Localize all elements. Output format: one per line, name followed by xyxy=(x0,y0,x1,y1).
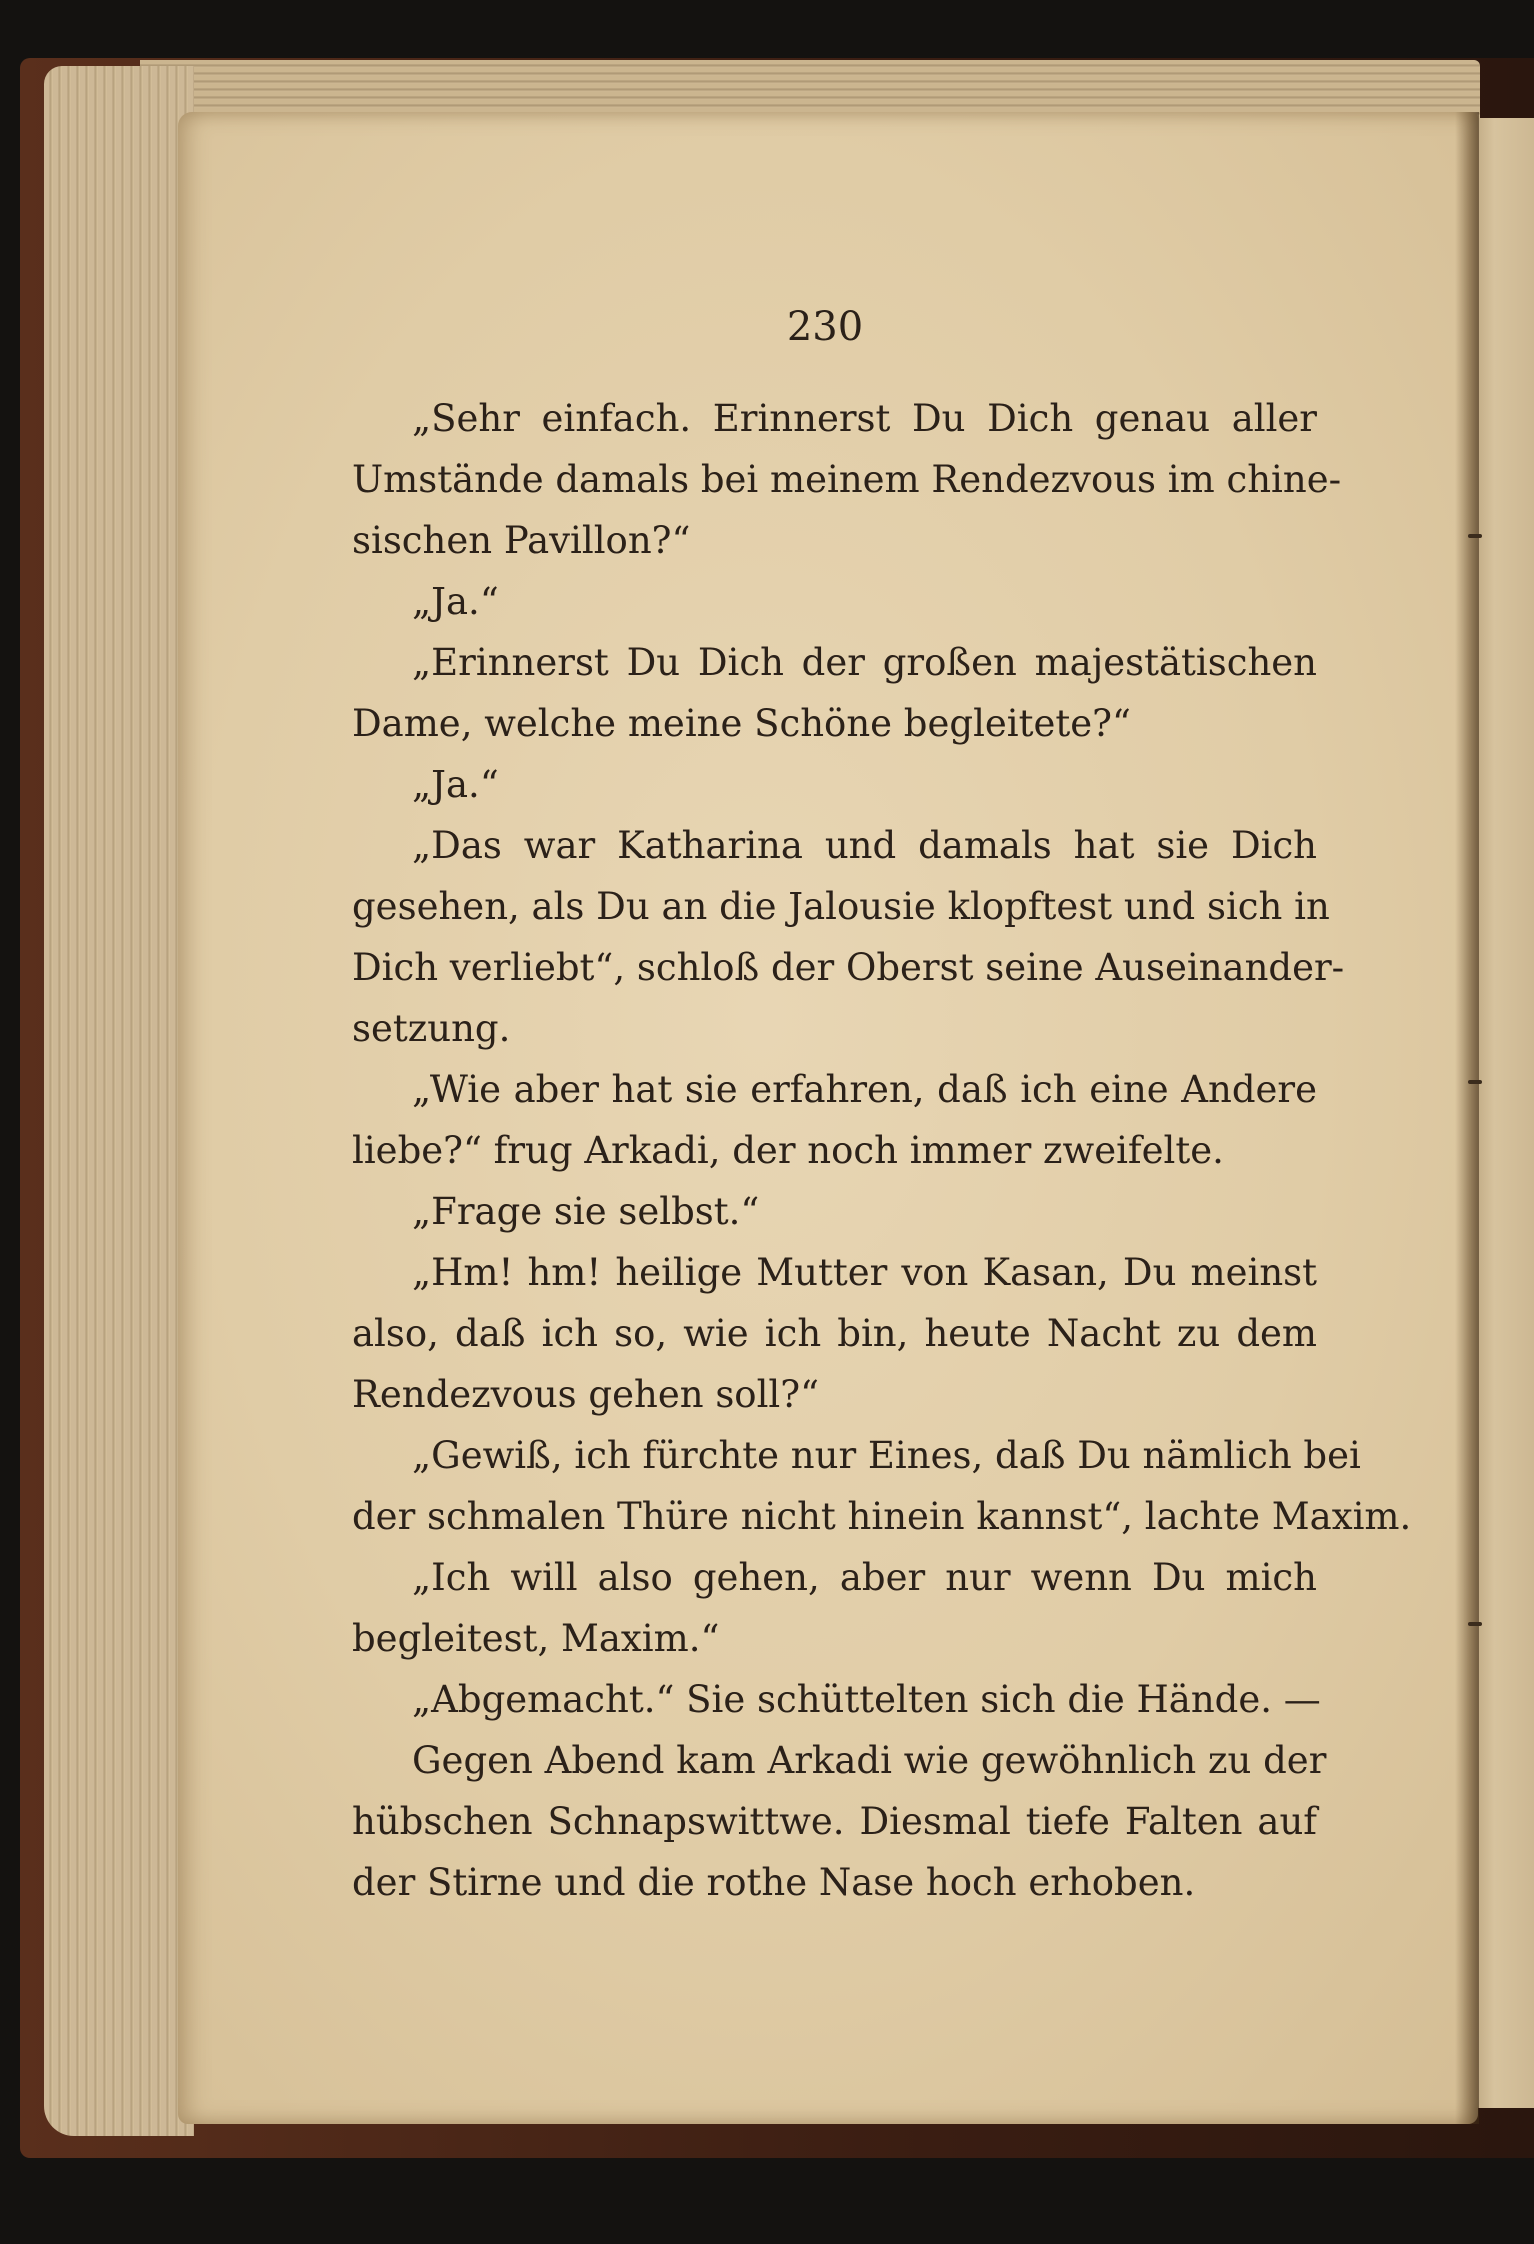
text-line: gesehen, als Du an die Jalousie klopftest und sich in xyxy=(352,885,1330,928)
text-line: „Ja.“ xyxy=(412,763,499,806)
text-line: „Wie aber hat sie erfahren, daß ich eine Andere xyxy=(412,1068,1317,1111)
text-line: sischen Pavillon?“ xyxy=(352,519,691,562)
text-line: „Gewiß, ich fürchte nur Eines, daß Du nämlich bei xyxy=(412,1434,1361,1477)
text-line: Gegen Abend kam Arkadi wie gewöhnlich zu der xyxy=(412,1739,1327,1782)
margin-mark xyxy=(1468,1622,1482,1626)
text-line: „Ja.“ xyxy=(412,580,499,623)
page-number: 230 xyxy=(786,304,864,350)
text-line: Dich verliebt“, schloß der Oberst seine Auseinander- xyxy=(352,946,1345,989)
text-line: „Ich will also gehen, aber nur wenn Du mich xyxy=(412,1556,1317,1599)
text-line: setzung. xyxy=(352,1007,511,1050)
text-line: Umstände damals bei meinem Rendezvous im chine- xyxy=(352,458,1342,501)
text-line: „Das war Katharina und damals hat sie Dich xyxy=(412,824,1317,867)
text-line: begleitest, Maxim.“ xyxy=(352,1617,720,1660)
text-line: also, daß ich so, wie ich bin, heute Nacht zu dem xyxy=(352,1312,1317,1355)
text-line: „Hm! hm! heilige Mutter von Kasan, Du meinst xyxy=(412,1251,1317,1294)
text-line: „Erinnerst Du Dich der großen majestätischen xyxy=(412,641,1317,684)
text-line: liebe?“ frug Arkadi, der noch immer zweifelte. xyxy=(352,1129,1224,1172)
body-text xyxy=(352,388,1412,1913)
text-line: der schmalen Thüre nicht hinein kannst“, lachte Maxim. xyxy=(352,1495,1412,1538)
margin-mark xyxy=(1468,1080,1482,1084)
page-gutter-shadow xyxy=(1455,112,1479,2124)
margin-mark xyxy=(1468,534,1482,538)
text-line: Dame, welche meine Schöne begleitete?“ xyxy=(352,702,1131,745)
text-line: der Stirne und die rothe Nase hoch erhoben. xyxy=(352,1861,1196,1904)
page-edges-left xyxy=(44,66,194,2136)
text-line: „Frage sie selbst.“ xyxy=(412,1190,760,1233)
text-line: hübschen Schnapswittwe. Diesmal tiefe Falten auf xyxy=(352,1800,1317,1843)
text-line: Rendezvous gehen soll?“ xyxy=(352,1373,819,1416)
text-line: „Sehr einfach. Erinnerst Du Dich genau aller xyxy=(412,397,1317,440)
page-edges-top xyxy=(140,60,1480,118)
text-line: „Abgemacht.“ Sie schüttelten sich die Hände. — xyxy=(412,1678,1321,1721)
